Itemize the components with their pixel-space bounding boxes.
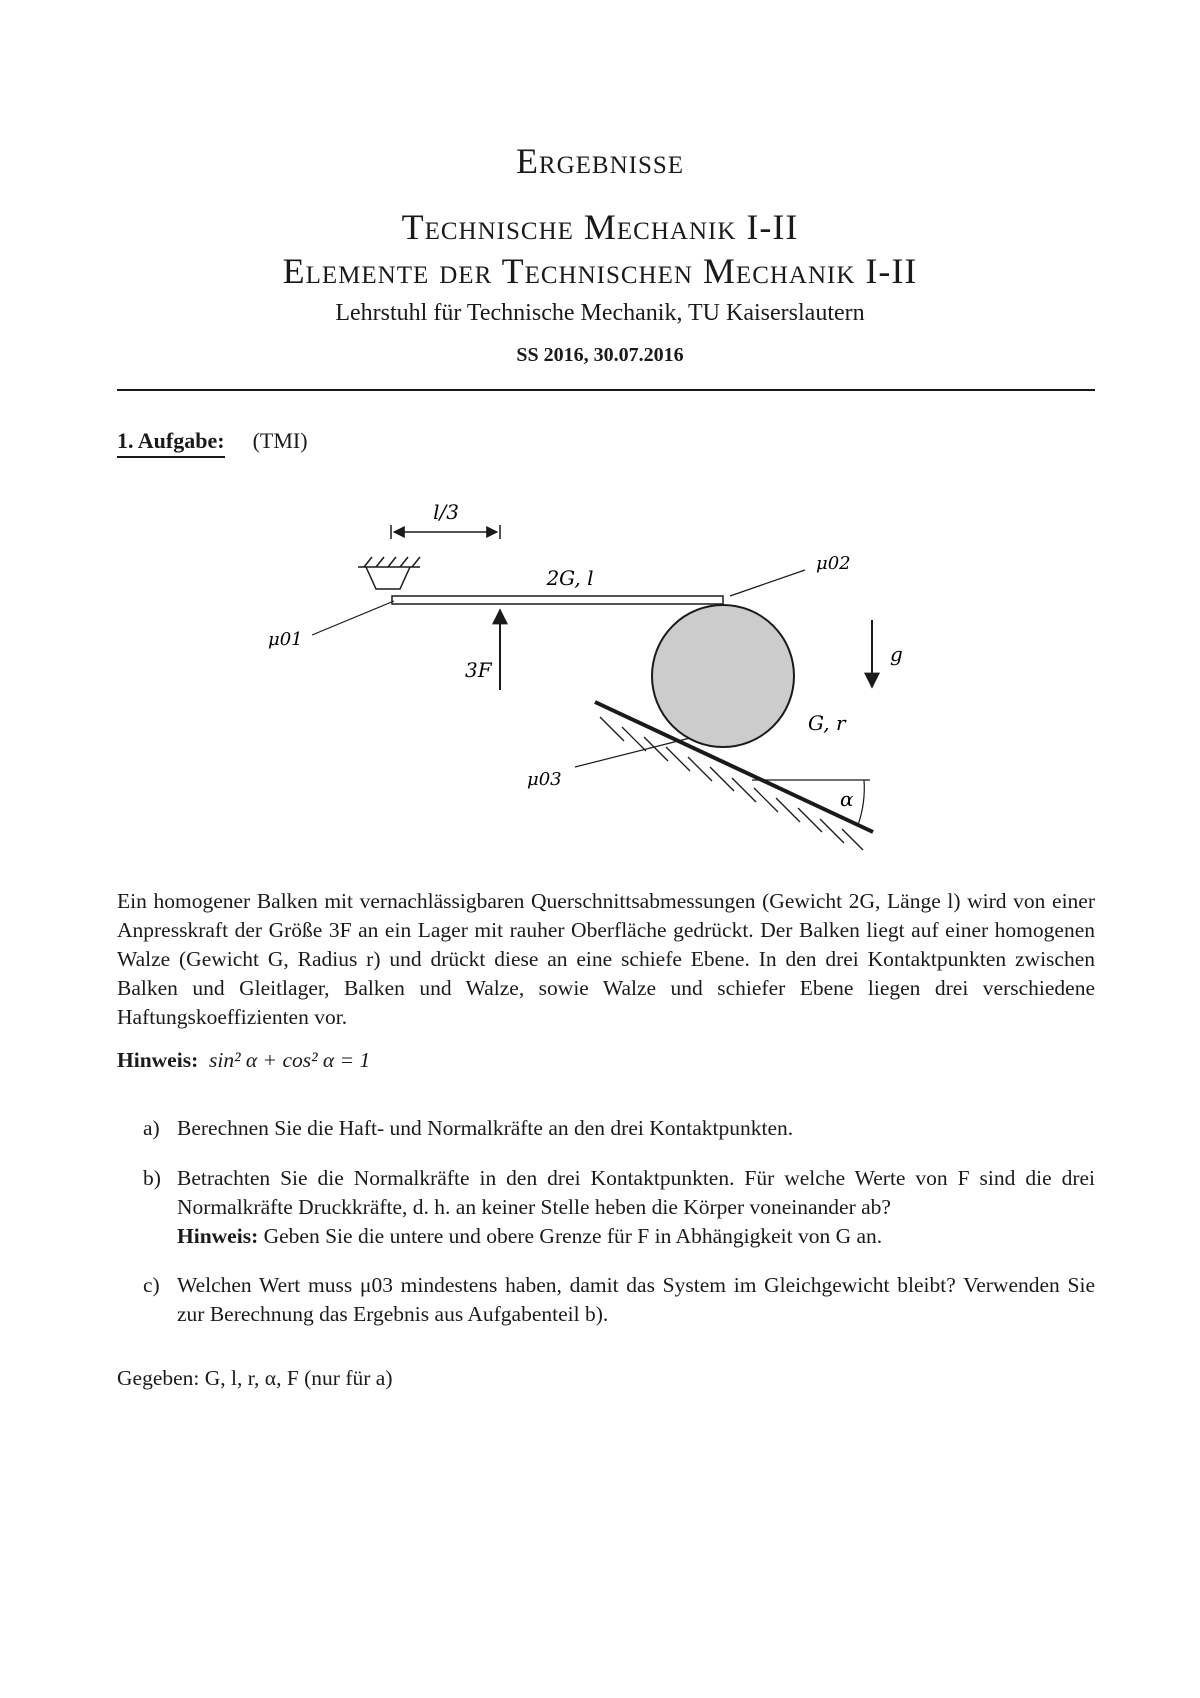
- force-label: 3F: [465, 658, 492, 682]
- dimension-line: [391, 525, 500, 539]
- course-title-2: Elemente der Technischen Mechanik I-II: [282, 251, 918, 291]
- hint-formula: sin² α + cos² α = 1: [208, 1048, 371, 1072]
- support-bearing: [358, 557, 420, 589]
- roller-label: G, r: [808, 711, 846, 735]
- subtask-label: b): [143, 1166, 161, 1190]
- exam-date: SS 2016, 30.07.2016: [516, 344, 684, 366]
- gravity-label: g: [890, 642, 903, 666]
- subtask-text: Welchen Wert muss μ03 mindestens haben, damit das System im Gleichgewicht bleibt? Verwenden Sie zur Berechnung das Ergebnis aus Aufgabenteil b).: [177, 1273, 1095, 1326]
- mechanics-figure: [260, 495, 903, 855]
- dimension-label: l/3: [433, 500, 459, 524]
- beam-label: 2G, l: [546, 566, 594, 590]
- mu1-leader: [312, 601, 394, 635]
- roller: [652, 605, 794, 747]
- mu1-label: μ01: [268, 629, 303, 650]
- hint-label: Hinweis:: [117, 1048, 199, 1072]
- mu2-leader: [730, 570, 805, 596]
- hint-line: [117, 1046, 1095, 1075]
- subtask-hint-text: Geben Sie die untere und obere Grenze für F in Abhängigkeit von G an.: [263, 1224, 883, 1248]
- mu2-label: μ02: [816, 553, 851, 574]
- subtask-c: [117, 1271, 1095, 1329]
- angle-label: α: [840, 787, 854, 811]
- subtask-a: [117, 1114, 1095, 1143]
- subtask-label: a): [143, 1116, 160, 1140]
- problem-description: Ein homogener Balken mit vernachlässigbaren Querschnittsabmessungen (Gewicht 2G, Länge l) wird von einer Anpresskraft der Größe 3F an ein Lager mit rauher Oberfläche gedrückt. Der Balken liegt auf einer homogenen Walze (Gewicht G, Radius r) und drückt diese an eine schiefe Ebene. In den drei Kontaktpunkten zwischen Balken und Gleitlager, Balken und Walze, sowie Walze und schiefer Ebene liegen drei verschiedene Haftungskoeffizienten vor.: [117, 889, 1095, 1029]
- task-heading: [117, 428, 308, 458]
- subtask-text: Berechnen Sie die Haft- und Normalkräfte an den drei Kontaktpunkten.: [177, 1116, 794, 1140]
- mu3-label: μ03: [527, 769, 562, 790]
- subtask-label: c): [143, 1273, 160, 1297]
- subtask-b: [117, 1164, 1095, 1251]
- task-label: 1. Aufgabe:: [117, 428, 225, 458]
- given-values: Gegeben: G, l, r, α, F (nur für a): [117, 1366, 393, 1390]
- beam: [392, 596, 723, 604]
- institute-name: Lehrstuhl für Technische Mechanik, TU Kaiserslautern: [335, 300, 865, 326]
- document-title: Ergebnisse: [515, 141, 685, 181]
- mu3-leader: [575, 738, 690, 767]
- subtask-text: Betrachten Sie die Normalkräfte in den drei Kontaktpunkten. Für welche Werte von F sind die drei Normalkräfte Druckkräfte, d. h. an keiner Stelle heben die Körper voneinander ab?: [177, 1166, 1095, 1219]
- header-rule: [117, 389, 1095, 391]
- subtask-hint-label: Hinweis:: [177, 1224, 259, 1248]
- course-title-1: Technische Mechanik I-II: [401, 207, 799, 247]
- subtask-text-block: [177, 1164, 1095, 1251]
- task-tag: (TMI): [252, 428, 308, 453]
